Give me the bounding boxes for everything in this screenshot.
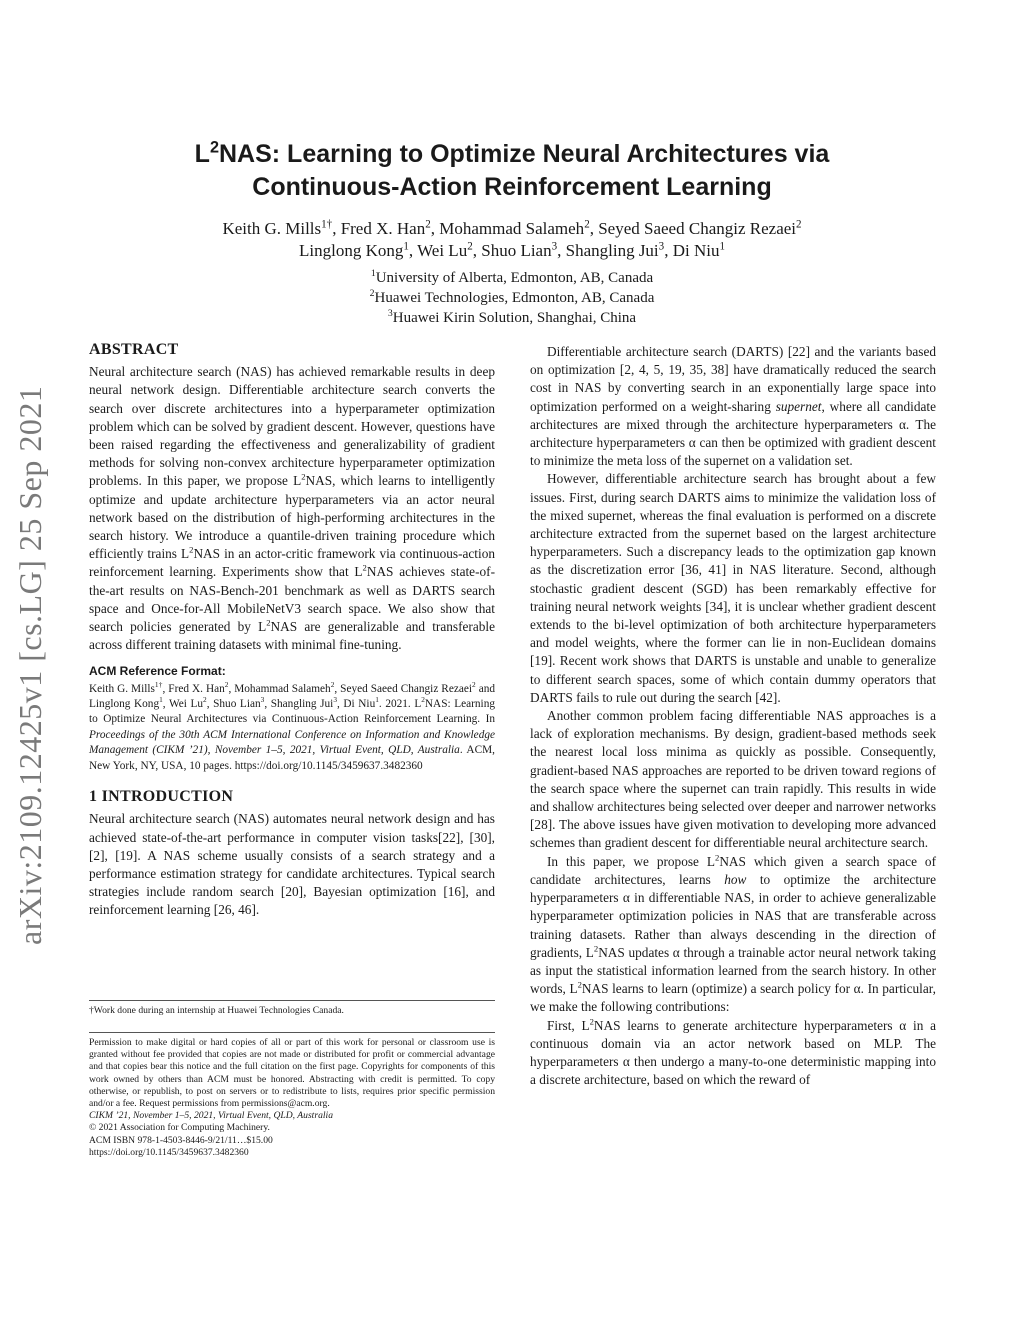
author-name: Fred X. Han (340, 219, 426, 238)
conference-line: CIKM ’21, November 1–5, 2021, Virtual Event, QLD, Australia (89, 1110, 334, 1122)
paragraph: In this paper, we propose $L^2NAS$ which given a search space of candidate architectures, learns how to optimize the architecture hyperparameters α in differentiable NAS, in order to achieve generalizable hyperparameter optimization policies in NAS that are transferable across training datasets. Rather than always descending in the direction of gradients, $L^2NAS$ updates α through a trainable actor neural network taking as input the statistical information learned from the search history. In other words, $L^2NAS$ learns to learn (optimize) a search policy for α. In particular, we make the following contributions: (530, 852, 936, 1015)
author-affiliation-mark: 1 (403, 240, 409, 253)
author-affiliation-mark: 2 (796, 218, 802, 231)
author-name: Keith G. Mills (222, 219, 322, 238)
left-column (89, 341, 495, 920)
right-column (530, 343, 936, 1089)
author-affiliation-mark: 1† (321, 218, 333, 231)
paragraph: However, differentiable architecture search has brought about a few issues. First, during search DARTS aims to minimize the validation loss of the mixed supernet, whereas the final evaluation is performed on a discrete architecture extracted from the supernet based on the largest architecture hyperparameters. Such a discrepancy leads to the optimization gap known as the discretization error [36, 41] in NAS literature. Second, although stochastic gradient descent (SGD) has been remarkably effective for training neural network weights [34], it is unclear whether gradient descent extends to the bi-level optimization of both architecture hyperparameters and model weights, where the former can lie in non-Euclidean domains [19]. Recent work shows that DARTS is unstable and unable to generalize to different search spaces, some of which contain dummy operators that DARTS fails to rule out during the search [42]. (530, 471, 936, 705)
paragraph: Another common problem facing differentiable NAS approaches is a lack of exploration mechanisms. By design, gradient-based methods seek the nearest local loss minima as quickly as possible. Consequently, gradient-based NAS approaches are reported to be driven toward regions of the search space where the supernet can train rapidly. This results in wide and shallow architectures being selected over deeper and narrower networks [28]. The above issues have given motivation to developing more advanced schemes than gradient descent for differentiable neural architecture search. (530, 708, 936, 851)
author-name: Seyed Saeed Changiz Rezaei (598, 219, 797, 238)
author-line-2: Linglong Kong$^1$, Wei Lu$^2$, Shuo Lian$^3$, Shangling Jui$^3$, Di Niu$^1$ (299, 240, 725, 260)
affiliation: $^3$Huawei Kirin Solution, Shanghai, China (387, 308, 637, 326)
isbn-line: ACM ISBN 978-1-4503-8446-9/21/11…$15.00 (89, 1134, 273, 1146)
footnote: †Work done during an internship at Huawei Technologies Canada. (89, 1005, 344, 1016)
footnote-rule (89, 1000, 495, 1001)
permission-text: Permission to make digital or hard copies of all or part of this work for personal or classroom use is granted without fee provided that copies are not made or distributed for profit or commercial advantage and that copies bear this notice and the full citation on the first page. Copyrights for components of this work owned by others than ACM must be honored. Abstracting with credit is permitted. To copy otherwise, or republish, to post on servers or to redistribute to lists, requires prior specific permission and/or a fee. Request permissions from permissions@acm.org. (89, 1037, 495, 1110)
author-name: Linglong Kong (299, 241, 404, 260)
author-affiliation-mark: 3 (551, 240, 558, 253)
abstract-text: Neural architecture search (NAS) has achieved remarkable results in deep neural network design. Differentiable architecture search converts the search over discrete architectures into a hyperparameter optimization problem which can be solved by gradient descent. However, questions have been raised regarding the effectiveness and generalizability of gradient methods for solving non-convex architecture hyperparameter optimization problems. In this paper, we propose $L^2NAS$, which learns to intelligently optimize and update architecture hyperparameters via an actor neural network based on the distribution of high-performing architectures in the search history. We introduce a quantile-driven training procedure which efficiently trains $L^2NAS$ in an actor-critic framework via continuous-action reinforcement learning. Experiments show that $L^2NAS$ achieves state-of-the-art results on NAS-Bench-201 benchmark as well as DARTS search space and Once-for-All MobileNetV3 search space. We also show that search policies generated by $L^2NAS$ are generalizable and transferable across different training datasets with minimal fine-tuning. (89, 364, 496, 653)
doi-link[interactable]: https://doi.org/10.1145/3459637.3482360 (89, 1146, 249, 1158)
author-name: Shangling Jui (565, 241, 659, 260)
paragraph: Differentiable architecture search (DARTS) [22] and the variants based on optimization [2, 4, 5, 19, 35, 38] have dramatically reduced the search cost in NAS by converting search in an exponentially large space into optimization performed on a weight-sharing supernet, where all candidate architectures are mixed through the architecture hyperparameters α. The architecture hyperparameters α can then be optimized with gradient descent to minimize the meta loss of the supernet on a validation set. (530, 344, 937, 469)
title-line-2: Continuous-Action Reinforcement Learning (252, 173, 772, 201)
title-line-1: $L^2NAS$: Learning to Optimize Neural Architectures via (194, 138, 830, 168)
arxiv-stamp: arXiv:2109.12425v1 [cs.LG] 25 Sep 2021 (12, 385, 48, 945)
author-affiliation-mark: 3 (658, 240, 665, 253)
acm-reference-heading: ACM Reference Format: (89, 664, 226, 679)
author-affiliation-mark: 2 (425, 218, 431, 231)
author-affiliation-mark: 2 (467, 240, 473, 253)
affiliation-list (0, 268, 1024, 328)
copyright-line: © 2021 Association for Computing Machinery. (89, 1122, 270, 1134)
introduction-heading: 1 INTRODUCTION (89, 788, 234, 806)
acm-reference-text: Keith G. Mills$^{1\dagger}$, Fred X. Han$^2$, Mohammad Salameh$^2$, Seyed Saeed Changiz Rezaei$^2$ and Linglong Kong$^1$, Wei Lu$^2$, Shuo Lian$^3$, Shangling Jui$^3$, Di Niu$^1$. 2021. $L^2NAS$: Learning to Optimize Neural Architectures via Continuous-Action Reinforcement Learning. In Proceedings of the 30th ACM International Conference on Information and Knowledge Management (CIKM ’21), November 1–5, 2021, Virtual Event, QLD, Australia. ACM, New York, NY, USA, 10 pages. https://doi.org/10.1145/3459637.3482360 (89, 679, 496, 772)
abstract-heading: ABSTRACT (89, 341, 179, 358)
paragraph: First, $L^2NAS$ learns to generate architecture hyperparameters α in a continuous domain via an actor network based on MLP. The hyperparameters α then undergo a many-to-one deterministic mapping into a discrete architecture, based on which the reward of (530, 1016, 936, 1088)
permission-block (89, 1037, 495, 1159)
author-name: Di Niu (672, 241, 720, 260)
author-name: Shuo Lian (481, 241, 552, 260)
affiliation: $^2$Huawei Technologies, Edmonton, AB, Canada (369, 288, 655, 306)
author-affiliation-mark: 1 (719, 240, 725, 253)
introduction-paragraph: Neural architecture search (NAS) automates neural network design and has achieved state-of-the-art performance in computer vision tasks[22], [30], [2], [19]. A NAS scheme usually consists of a search strategy and a performance estimation strategy for candidate architectures. Typical search strategies include random search [20], Bayesian optimization [16], and reinforcement learning [26, 46]. (89, 811, 495, 918)
affiliation: $^1$University of Alberta, Edmonton, AB, Canada (370, 268, 654, 286)
paper-title (0, 138, 1024, 204)
permission-rule (89, 1032, 495, 1033)
author-affiliation-mark: 2 (584, 218, 590, 231)
author-list (0, 218, 1024, 262)
author-line-1: Keith G. Mills$^{1\dagger}$, Fred X. Han$^2$, Mohammad Salameh$^2$, Seyed Saeed Changiz Rezaei$^2$ (222, 218, 802, 238)
author-name: Wei Lu (417, 241, 468, 260)
author-name: Mohammad Salameh (439, 219, 585, 238)
